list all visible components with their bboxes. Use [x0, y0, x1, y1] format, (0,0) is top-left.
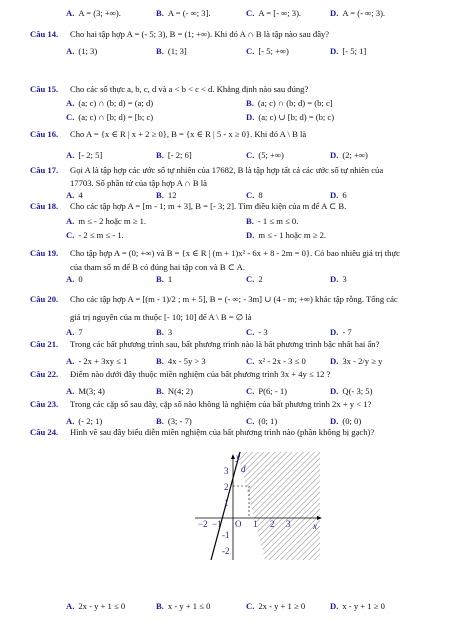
question-number: Câu 23. [30, 399, 59, 409]
top-option-a [66, 8, 121, 18]
answer-option-d[interactable] [330, 274, 347, 284]
option-text: 2 [258, 274, 263, 284]
option-text: - 2 ≤ m ≤ - 1. [78, 230, 124, 240]
option-text: (a; c) ∩ (b; d) = (b; c] [257, 98, 333, 108]
answer-option-b[interactable] [246, 98, 333, 108]
option-text: A = (3; +∞). [78, 8, 121, 18]
question-text: Trong các cặp số sau đây, cặp số nào không là nghiệm của bất phương trình 2x + y < 1? [70, 399, 372, 409]
option-text: 4x - 5y > 3 [167, 356, 206, 366]
option-label: B. [156, 601, 164, 611]
question-number: Câu 22. [30, 369, 59, 379]
option-label: D. [330, 416, 339, 426]
answer-option-b[interactable] [156, 190, 176, 200]
question-number: Câu 21. [30, 339, 59, 349]
option-text: P(6; - 1) [258, 386, 288, 396]
answer-option-a[interactable] [66, 327, 83, 337]
question-text-continued: của tham số m để B có đúng hai tập con và B ⊂ A. [70, 262, 245, 272]
question-text: Cho tập hợp A = (0; +∞) và B = {x ∈ R | (m + 1)x² - 6x + 8 - 2m = 0}. Có bao nhiêu giá trị thực [70, 248, 400, 258]
option-text: - 7 [342, 327, 352, 337]
option-label: A. [66, 416, 75, 426]
option-label: D. [330, 190, 339, 200]
option-text: (a; c) ∩ (b; d) = (a; d) [78, 98, 154, 108]
option-text: A = (- ∞; 3]. [167, 8, 211, 18]
answer-option-c[interactable] [246, 46, 289, 56]
option-label: C. [66, 230, 75, 240]
option-label: B. [156, 327, 164, 337]
option-label: B. [156, 46, 164, 56]
question-text: Trong các bất phương trình sau, bất phương trình nào là bất phương trình bậc nhất hai ẩn? [70, 339, 380, 349]
option-label: B. [156, 274, 164, 284]
answer-option-a[interactable] [66, 190, 83, 200]
option-text: [- 2; 5] [78, 150, 103, 160]
option-label: B. [156, 386, 164, 396]
answer-option-c[interactable] [246, 416, 277, 426]
option-text: (a; c) ∩ [b; d) = [b; c) [78, 112, 154, 122]
answer-option-a[interactable] [66, 98, 153, 108]
question-text: Cho các số thực a, b, c, d và a < b < c < d. Khẳng định nào sau đúng? [70, 84, 309, 94]
answer-option-c[interactable] [66, 112, 153, 122]
answer-option-b[interactable] [156, 356, 206, 366]
y-tick: 1 [224, 498, 229, 508]
option-label: C. [246, 274, 255, 284]
option-text: x - y + 1 ≥ 0 [342, 601, 385, 611]
question-text: Điểm nào dưới đây thuộc miền nghiệm của bất phương trình 3x + 4y ≤ 12 ? [70, 369, 331, 379]
answer-option-b[interactable] [156, 416, 192, 426]
answer-option-d[interactable] [246, 230, 326, 240]
answer-option-c[interactable] [246, 601, 305, 611]
option-label: D. [330, 327, 339, 337]
option-label: B. [156, 8, 164, 18]
answer-option-a[interactable] [66, 216, 146, 226]
option-text: - 1 ≤ m ≤ 0. [257, 216, 299, 226]
x-tick: 1 [253, 519, 258, 529]
question-text: Gọi A là tập hợp các ước số tự nhiên của 17682, B là tập hợp tất cả các ước số tự nhiên của [70, 165, 384, 175]
question-text-continued: 17703. Số phần tử của tập hợp A ∩ B là [70, 178, 207, 188]
answer-option-b[interactable] [156, 274, 172, 284]
answer-option-c[interactable] [246, 356, 306, 366]
option-text: (a; c) ∪ [b; d) = (b; c) [258, 112, 335, 122]
option-text: 0 [78, 274, 83, 284]
answer-option-c[interactable] [246, 386, 287, 396]
origin-label: O [235, 519, 242, 529]
option-text: Q(- 3; 5) [342, 386, 373, 396]
answer-option-c[interactable] [246, 274, 263, 284]
option-label: A. [66, 150, 75, 160]
option-label: C. [246, 327, 255, 337]
answer-option-b[interactable] [156, 327, 172, 337]
option-label: C. [246, 8, 255, 18]
option-label: C. [246, 386, 255, 396]
answer-option-a[interactable] [66, 386, 105, 396]
option-label: A. [66, 386, 75, 396]
option-text: M(3; 4) [78, 386, 105, 396]
option-label: A. [66, 216, 75, 226]
option-label: B. [246, 98, 254, 108]
answer-option-c[interactable] [246, 150, 284, 160]
option-label: C. [246, 46, 255, 56]
option-label: D. [330, 356, 339, 366]
option-label: A. [66, 356, 75, 366]
answer-option-a[interactable] [66, 150, 102, 160]
option-text: N(4; 2) [167, 386, 193, 396]
question-number: Câu 16. [30, 129, 59, 139]
option-label: D. [246, 230, 255, 240]
option-text: [- 2; 6] [167, 150, 192, 160]
answer-option-b[interactable] [156, 150, 192, 160]
option-label: A. [66, 327, 75, 337]
option-label: D. [330, 386, 339, 396]
x-tick: 2 [270, 519, 275, 529]
option-label: B. [246, 216, 254, 226]
option-text: 2x - y + 1 ≥ 0 [258, 601, 306, 611]
option-text: 1 [167, 274, 173, 284]
option-label: A. [66, 46, 75, 56]
option-text: x - y + 1 ≤ 0 [167, 601, 211, 611]
answer-option-a[interactable] [66, 416, 102, 426]
answer-option-d[interactable] [330, 416, 361, 426]
option-text: (1; 3] [167, 46, 187, 56]
inequality-graph [190, 452, 325, 564]
question-number: Câu 14. [30, 29, 59, 39]
option-label: D. [330, 150, 339, 160]
question-number: Câu 24. [30, 427, 59, 437]
answer-option-b[interactable] [156, 46, 187, 56]
option-text: A = [- ∞; 3). [258, 8, 302, 18]
x-tick: −2 [198, 519, 208, 529]
option-label: B. [156, 416, 164, 426]
option-text: m ≤ - 2 hoặc m ≥ 1. [78, 216, 147, 226]
option-text: 3 [342, 274, 347, 284]
question-number: Câu 15. [30, 84, 59, 94]
option-label: D. [246, 112, 255, 122]
option-text: x² - 2x - 3 ≤ 0 [258, 356, 306, 366]
x-tick: −1 [212, 519, 222, 529]
option-text: A = (- ∞; 3). [342, 8, 386, 18]
answer-option-d[interactable] [246, 112, 334, 123]
y-tick: 2 [224, 482, 229, 492]
x-axis-label: x [313, 521, 317, 531]
x-tick: 3 [286, 519, 291, 529]
answer-option-c[interactable] [246, 190, 263, 200]
option-label: C. [246, 356, 255, 366]
answer-option-c[interactable] [66, 230, 124, 240]
option-text: (- 2; 1) [78, 416, 103, 426]
answer-option-d[interactable] [330, 46, 366, 56]
question-text: Cho các tập hợp A = [m - 1; m + 3], B = [- 3; 2]. Tìm điều kiện của m để A ⊂ B. [70, 201, 347, 211]
answer-option-d[interactable] [330, 190, 347, 200]
option-text: - 3 [258, 327, 268, 337]
option-label: D. [330, 274, 339, 284]
option-text: 2x - y + 1 ≤ 0 [78, 601, 126, 611]
option-label: B. [156, 356, 164, 366]
answer-option-a[interactable] [66, 601, 125, 611]
option-text: 8 [258, 190, 263, 200]
option-text: 6 [342, 190, 347, 200]
question-text: Hình vẽ sau đây biểu diễn miền nghiệm của bất phương trình nào (phần không bị gạch)? [70, 427, 375, 437]
option-text: m ≤ - 1 hoặc m ≥ 2. [258, 230, 327, 240]
option-text: 7 [78, 327, 83, 337]
option-label: C. [66, 112, 75, 122]
answer-option-d[interactable] [330, 150, 368, 160]
option-label: C. [246, 416, 255, 426]
option-label: D. [330, 8, 339, 18]
option-text: (0; 0) [342, 416, 362, 426]
y-arrow-icon [231, 454, 235, 459]
option-label: B. [156, 190, 164, 200]
line-label: d [241, 464, 246, 474]
option-text: - 2x + 3xy ≤ 1 [78, 356, 128, 366]
answer-option-d[interactable] [330, 356, 382, 366]
answer-option-c[interactable] [246, 327, 268, 337]
option-text: (1; 3) [78, 46, 98, 56]
top-option-c [246, 8, 301, 18]
option-label: C. [246, 150, 255, 160]
option-label: D. [330, 46, 339, 56]
answer-option-a[interactable] [66, 46, 97, 56]
question-number: Câu 17. [30, 165, 59, 175]
option-label: A. [66, 274, 75, 284]
option-label: A. [66, 190, 75, 200]
answer-option-b[interactable] [156, 386, 193, 396]
option-text: 12 [167, 190, 177, 200]
answer-option-d[interactable] [330, 386, 372, 396]
option-text: (2; +∞) [342, 150, 368, 160]
question-number: Câu 20. [30, 294, 59, 304]
question-text: Cho hai tập hợp A = (- 5; 3), B = (1; +∞). Khi đó A ∩ B là tập nào sau đây? [70, 29, 330, 39]
top-option-d [330, 8, 385, 18]
option-label: C. [246, 601, 255, 611]
question-number: Câu 19. [30, 248, 59, 258]
answer-option-d[interactable] [330, 327, 352, 337]
y-tick: -1 [222, 530, 230, 540]
option-text: 4 [78, 190, 83, 200]
shaded-region [237, 452, 320, 560]
y-axis-label: y [236, 452, 240, 462]
question-text: Cho A = {x ∈ R | x + 2 ≥ 0}, B = {x ∈ R | 5 - x ≥ 0}. Khi đó A \ B là [70, 129, 307, 139]
option-text: 3x - 2/y ≥ y [342, 356, 383, 366]
answer-option-b[interactable] [246, 216, 298, 226]
option-text: [- 5; +∞) [258, 46, 289, 56]
option-label: B. [156, 150, 164, 160]
y-tick: -2 [222, 546, 230, 556]
top-option-b [156, 8, 211, 18]
option-text: (5; +∞) [258, 150, 284, 160]
option-label: A. [66, 8, 75, 18]
question-text-continued: giá trị nguyên của m thuộc [- 10; 10] để A \ B = ∅ là [70, 312, 252, 322]
answer-option-d[interactable] [330, 601, 385, 611]
option-text: 3 [167, 327, 173, 337]
option-label: A. [66, 98, 75, 108]
question-number: Câu 18. [30, 201, 59, 211]
option-text: (3; - 7) [167, 416, 192, 426]
option-label: C. [246, 190, 255, 200]
option-text: (0; 1) [258, 416, 278, 426]
y-tick: 3 [224, 466, 229, 476]
option-label: D. [330, 601, 339, 611]
option-label: A. [66, 601, 75, 611]
option-text: [- 5; 1] [342, 46, 367, 56]
answer-option-a[interactable] [66, 356, 127, 366]
answer-option-a[interactable] [66, 274, 83, 284]
answer-option-b[interactable] [156, 601, 210, 611]
question-text: Cho các tập hợp A = [(m - 1)/2 ; m + 5], B = (- ∞; - 3m] ∪ (4 - m; +∞) khác tập rỗng. Tổng các [70, 294, 398, 304]
